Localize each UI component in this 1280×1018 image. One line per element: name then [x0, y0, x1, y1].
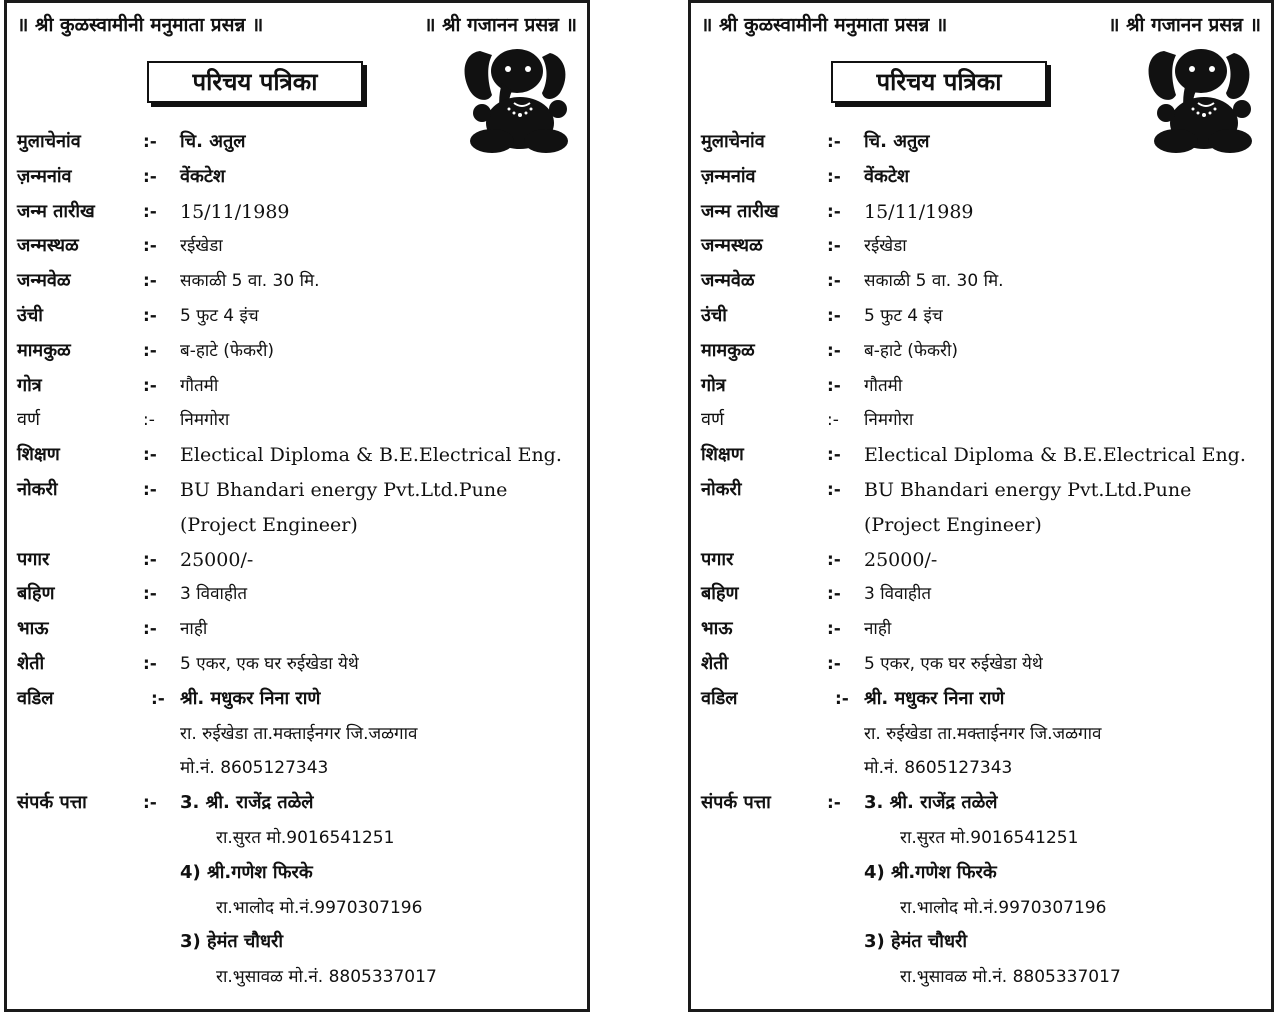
- label-sisters: बहिण: [701, 583, 739, 605]
- label-height: उंची: [17, 304, 43, 326]
- row-contact1-detail: [701, 821, 1263, 856]
- row-education: [701, 438, 1263, 473]
- row-birth-time: [701, 264, 1263, 299]
- value-job-company: BU Bhandari energy Pvt.Ltd.Pune: [864, 478, 1192, 501]
- separator: :-: [151, 688, 165, 709]
- row-complexion: [17, 403, 579, 438]
- separator: :-: [143, 584, 157, 605]
- value-contact1-detail: रा.सुरत मो.9016541251: [900, 827, 1079, 848]
- row-height: [701, 299, 1263, 334]
- label-sisters: बहिण: [17, 583, 55, 605]
- row-name: [17, 125, 579, 160]
- value-name: चि. अतुल: [180, 131, 246, 152]
- label-height: उंची: [701, 304, 727, 326]
- separator: :-: [827, 271, 841, 292]
- row-dob: [17, 195, 579, 230]
- row-job-title: [701, 508, 1263, 543]
- label-birth-place: जन्मस्थळ: [17, 235, 79, 257]
- value-birth-name: वेंकटेश: [864, 165, 910, 187]
- row-job-title: [17, 508, 579, 543]
- label-birth-name: ज़न्मनांव: [701, 165, 756, 187]
- row-complexion: [701, 403, 1263, 438]
- row-sisters: [701, 577, 1263, 612]
- label-education: शिक्षण: [17, 444, 60, 466]
- header-right-blessing: ॥ श्री गजानन प्रसन्न ॥: [1108, 14, 1261, 36]
- row-birth-place: [17, 229, 579, 264]
- value-job-title: (Project Engineer): [180, 513, 358, 536]
- row-mamkul: [701, 334, 1263, 369]
- row-farm: [17, 647, 579, 682]
- row-height: [17, 299, 579, 334]
- separator: :-: [143, 410, 155, 431]
- row-contact2-detail: [701, 891, 1263, 926]
- label-contact: संपर्क पत्ता: [17, 792, 87, 814]
- row-father-address: [701, 717, 1263, 752]
- label-salary: पगार: [701, 548, 734, 570]
- label-father: वडिल: [701, 687, 738, 709]
- row-salary: [701, 543, 1263, 578]
- separator: :-: [827, 479, 841, 500]
- label-gotra: गोत्र: [701, 374, 726, 396]
- label-job: नोकरी: [17, 478, 58, 500]
- label-salary: पगार: [17, 548, 50, 570]
- value-father-address: रा. रुईखेडा ता.मक्ताईनगर जि.जळगाव: [864, 723, 1102, 744]
- separator: :-: [143, 479, 157, 500]
- label-farm: शेती: [701, 652, 729, 674]
- value-job-company: BU Bhandari energy Pvt.Ltd.Pune: [180, 478, 508, 501]
- separator: :-: [143, 793, 157, 814]
- value-father-phone: मो.नं. 8605127343: [180, 758, 329, 779]
- row-contact2-detail: [17, 891, 579, 926]
- separator: :-: [827, 340, 841, 361]
- row-sisters: [17, 577, 579, 612]
- value-brothers: नाही: [180, 619, 208, 640]
- value-contact3-name: 3) हेमंत चौधरी: [180, 931, 284, 953]
- separator: :-: [143, 236, 157, 257]
- value-contact2-name: 4) श्री.गणेश फिरके: [180, 861, 313, 883]
- separator: :-: [143, 271, 157, 292]
- row-birth-name: [701, 160, 1263, 195]
- value-birth-place: रईखेडा: [180, 236, 223, 257]
- label-mamkul: मामकुळ: [17, 339, 71, 361]
- value-job-title: (Project Engineer): [864, 513, 1042, 536]
- biodata-card-right: [688, 0, 1274, 1012]
- label-brothers: भाऊ: [701, 618, 733, 640]
- value-height: 5 फुट 4 इंच: [180, 305, 259, 326]
- row-father-address: [17, 717, 579, 752]
- value-education: Electical Diploma & B.E.Electrical Eng.: [180, 444, 562, 467]
- row-education: [17, 438, 579, 473]
- value-name: चि. अतुल: [864, 131, 930, 152]
- separator: :-: [143, 549, 157, 570]
- separator: :-: [143, 201, 157, 222]
- row-contact3-detail: [701, 960, 1263, 995]
- separator: :-: [827, 793, 841, 814]
- label-contact: संपर्क पत्ता: [701, 792, 771, 814]
- row-gotra: [17, 369, 579, 404]
- value-dob: 15/11/1989: [180, 200, 290, 223]
- value-birth-name: वेंकटेश: [180, 165, 226, 187]
- value-birth-time: सकाळी 5 वा. 30 मि.: [864, 271, 1004, 292]
- value-father-phone: मो.नं. 8605127343: [864, 758, 1013, 779]
- value-height: 5 फुट 4 इंच: [864, 305, 943, 326]
- value-contact3-detail: रा.भुसावळ मो.नं. 8805337017: [216, 967, 437, 988]
- page-title: परिचय पत्रिका: [147, 61, 363, 103]
- value-contact2-name: 4) श्री.गणेश फिरके: [864, 861, 997, 883]
- label-dob: जन्म तारीख: [701, 200, 779, 222]
- separator: :-: [143, 132, 157, 152]
- separator: :-: [143, 305, 157, 326]
- value-father-address: रा. रुईखेडा ता.मक्ताईनगर जि.जळगाव: [180, 723, 418, 744]
- row-mamkul: [17, 334, 579, 369]
- row-contact3-detail: [17, 960, 579, 995]
- separator: :-: [827, 201, 841, 222]
- biodata-card-left: [4, 0, 590, 1012]
- row-birth-name: [17, 160, 579, 195]
- row-father: [701, 682, 1263, 717]
- biodata-rows: [17, 125, 579, 995]
- value-contact1-name: 3. श्री. राजेंद्र तळेले: [180, 792, 314, 814]
- label-father: वडिल: [17, 687, 54, 709]
- row-dob: [701, 195, 1263, 230]
- row-farm: [701, 647, 1263, 682]
- value-complexion: निमगोरा: [180, 410, 230, 431]
- value-sisters: 3 विवाहीत: [864, 584, 932, 605]
- row-contact2-name: [701, 856, 1263, 891]
- row-name: [701, 125, 1263, 160]
- row-birth-place: [701, 229, 1263, 264]
- header-left-blessing: ॥ श्री कुळस्वामीनी मनुमाता प्रसन्न ॥: [701, 14, 948, 36]
- row-gotra: [701, 369, 1263, 404]
- separator: :-: [827, 619, 841, 640]
- label-brothers: भाऊ: [17, 618, 49, 640]
- separator: :-: [143, 166, 157, 187]
- label-name: मुलाचेनांव: [17, 131, 81, 152]
- blessing-header: [17, 11, 577, 37]
- separator: :-: [827, 236, 841, 257]
- separator: :-: [827, 132, 841, 152]
- label-birth-time: जन्मवेळ: [701, 270, 755, 292]
- value-contact2-detail: रा.भालोद मो.नं.9970307196: [900, 897, 1107, 918]
- label-name: मुलाचेनांव: [701, 131, 765, 152]
- value-salary: 25000/-: [864, 548, 938, 571]
- separator: :-: [143, 653, 157, 674]
- value-sisters: 3 विवाहीत: [180, 584, 248, 605]
- label-mamkul: मामकुळ: [701, 339, 755, 361]
- value-father-name: श्री. मधुकर निना राणे: [180, 687, 321, 709]
- separator: :-: [835, 688, 849, 709]
- row-father-phone: [701, 751, 1263, 786]
- separator: :-: [827, 584, 841, 605]
- row-salary: [17, 543, 579, 578]
- row-contact2-name: [17, 856, 579, 891]
- separator: :-: [827, 166, 841, 187]
- value-birth-place: रईखेडा: [864, 236, 907, 257]
- value-contact1-name: 3. श्री. राजेंद्र तळेले: [864, 792, 998, 814]
- row-father-phone: [17, 751, 579, 786]
- row-contact1-detail: [17, 821, 579, 856]
- label-complexion: वर्ण: [17, 409, 41, 431]
- row-contact3-name: [17, 925, 579, 960]
- row-contact: [17, 786, 579, 821]
- separator: :-: [827, 375, 841, 396]
- value-gotra: गौतमी: [180, 375, 219, 396]
- value-farm: 5 एकर, एक घर रुईखेडा येथे: [864, 653, 1043, 674]
- value-contact3-detail: रा.भुसावळ मो.नं. 8805337017: [900, 967, 1121, 988]
- separator: :-: [827, 653, 841, 674]
- row-contact3-name: [701, 925, 1263, 960]
- row-job: [701, 473, 1263, 508]
- value-brothers: नाही: [864, 619, 892, 640]
- biodata-rows: [701, 125, 1263, 995]
- row-brothers: [701, 612, 1263, 647]
- value-gotra: गौतमी: [864, 375, 903, 396]
- value-education: Electical Diploma & B.E.Electrical Eng.: [864, 444, 1246, 467]
- label-birth-time: जन्मवेळ: [17, 270, 71, 292]
- value-salary: 25000/-: [180, 548, 254, 571]
- value-contact1-detail: रा.सुरत मो.9016541251: [216, 827, 395, 848]
- separator: :-: [827, 549, 841, 570]
- row-contact: [701, 786, 1263, 821]
- label-gotra: गोत्र: [17, 374, 42, 396]
- label-education: शिक्षण: [701, 444, 744, 466]
- label-farm: शेती: [17, 652, 45, 674]
- blessing-header: [701, 11, 1261, 37]
- value-contact3-name: 3) हेमंत चौधरी: [864, 931, 968, 953]
- header-right-blessing: ॥ श्री गजानन प्रसन्न ॥: [424, 14, 577, 36]
- header-left-blessing: ॥ श्री कुळस्वामीनी मनुमाता प्रसन्न ॥: [17, 14, 264, 36]
- value-complexion: निमगोरा: [864, 410, 914, 431]
- value-mamkul: ब-हाटे (फेकरी): [864, 340, 959, 361]
- label-birth-place: जन्मस्थळ: [701, 235, 763, 257]
- separator: :-: [143, 619, 157, 640]
- label-dob: जन्म तारीख: [17, 200, 95, 222]
- separator: :-: [827, 445, 841, 466]
- value-mamkul: ब-हाटे (फेकरी): [180, 340, 275, 361]
- label-job: नोकरी: [701, 478, 742, 500]
- value-father-name: श्री. मधुकर निना राणे: [864, 687, 1005, 709]
- separator: :-: [143, 375, 157, 396]
- separator: :-: [143, 340, 157, 361]
- label-birth-name: ज़न्मनांव: [17, 165, 72, 187]
- row-brothers: [17, 612, 579, 647]
- value-birth-time: सकाळी 5 वा. 30 मि.: [180, 271, 320, 292]
- row-father: [17, 682, 579, 717]
- value-dob: 15/11/1989: [864, 200, 974, 223]
- row-birth-time: [17, 264, 579, 299]
- row-job: [17, 473, 579, 508]
- separator: :-: [143, 445, 157, 466]
- separator: :-: [827, 410, 839, 431]
- label-complexion: वर्ण: [701, 409, 725, 431]
- value-contact2-detail: रा.भालोद मो.नं.9970307196: [216, 897, 423, 918]
- value-farm: 5 एकर, एक घर रुईखेडा येथे: [180, 653, 359, 674]
- page-title: परिचय पत्रिका: [831, 61, 1047, 103]
- separator: :-: [827, 305, 841, 326]
